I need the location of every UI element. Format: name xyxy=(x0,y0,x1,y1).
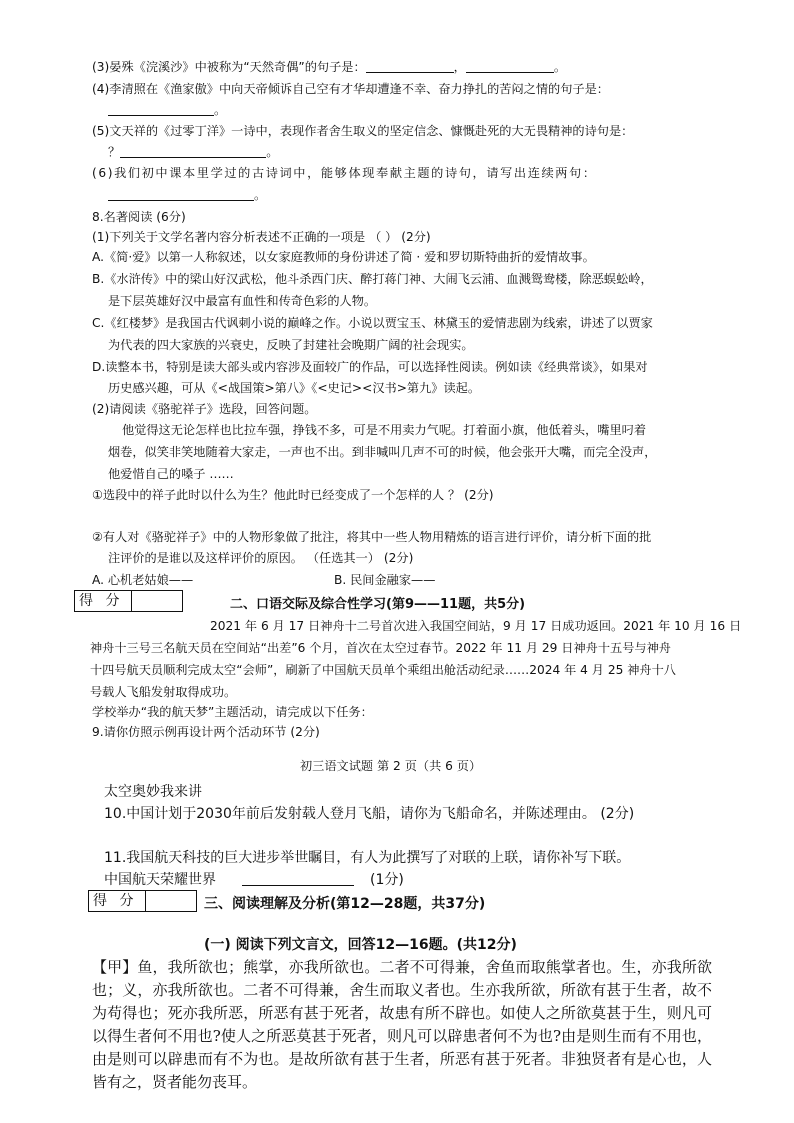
score-label: 得 分 xyxy=(75,591,132,611)
activity-example: 太空奥妙我来讲 xyxy=(104,784,202,800)
q8-passage-line3: 他爱惜自己的嗓子 …… xyxy=(108,467,234,481)
q7-5: (5)文天祥的《过零丁洋》一诗中，表现作者舍生取义的坚定信念、慷慨赴死的大无畏精神的诗句是： xyxy=(92,124,634,138)
q7-3-end: 。 xyxy=(553,60,567,74)
section2-para-line1: 2021 年 6 月 17 日神舟十二号首次进入我国空间站，9 月 17 日成功返回。2021 年 10 月 16 日 xyxy=(210,619,742,633)
section2-para-line4: 号载人飞船发射取得成功。 xyxy=(90,685,237,699)
q7-4-end: 。 xyxy=(214,103,227,117)
q7-6-answer-line xyxy=(108,186,266,204)
q8-option-b-line2: 是下层英雄好汉中最富有血性和传奇色彩的人物。 xyxy=(108,294,377,308)
q7-3-blank-1[interactable] xyxy=(366,59,454,73)
couplet-blank[interactable] xyxy=(242,870,354,886)
page-footer: 初三语文试题 第 2 页（共 6 页） xyxy=(300,759,482,773)
couplet-score: (1分) xyxy=(370,872,404,888)
q8-sub2: (2)请阅读《骆驼祥子》选段，回答问题。 xyxy=(92,402,317,416)
section2-para-line3: 十四号航天员顺利完成太空“会师”，刷新了中国航天员单个乘组出舱活动纪录……2024 年 4 月 25 神舟十八 xyxy=(90,663,676,677)
q7-3-text: (3)晏殊《浣溪沙》中被称为“天然奇偶”的句子是： xyxy=(92,60,366,74)
q8-question-b-line1: ②有人对《骆驼祥子》中的人物形象做了批注，将其中一些人物用精炼的语言进行评价，请分析下面的批 xyxy=(92,530,652,544)
q7-3-sep: ， xyxy=(453,60,466,74)
section3-title: 三、阅读理解及分析(第12—28题，共37分) xyxy=(204,896,486,912)
couplet-line xyxy=(104,870,404,890)
q7-5-prefix: ？ xyxy=(108,145,121,159)
q7-6-end: 。 xyxy=(254,188,267,202)
q7-6: (6)我们初中课本里学过的古诗词中，能够体现奉献主题的诗句，请写出连续两句： xyxy=(92,166,597,180)
section2-task: 学校举办“我的航天梦”主题活动，请完成以下任务： xyxy=(92,705,373,719)
q8-option-a: A.《简·爱》以第一人称叙述，以女家庭教师的身份讲述了简 · 爱和罗切斯特曲折的爱情故事。 xyxy=(92,250,595,264)
q7-5-blank[interactable] xyxy=(120,144,266,158)
q7-6-blank[interactable] xyxy=(108,187,254,201)
q7-4-blank[interactable] xyxy=(108,102,214,116)
wenyan-passage: 【甲】鱼，我所欲也；熊掌，亦我所欲也。二者不可得兼，舍鱼而取熊掌者也。生，亦我所欲也；义，亦我所欲也。二者不可得兼，舍生而取义者也。生亦我所欲，所欲有甚于生者，故不为苟得也；死亦我所恶，所恶有甚于死者，故患有所不辟也。如使人之所欲莫甚于生，则凡可以得生者何不用也?使人之所恶莫甚于死者，则凡可以辟患者何不为也?由是则生而有不用也，由是则可以辟患而有不为也。是故所欲有甚于生者，所恶有甚于死者。非独贤者有是心也，人皆有之，贤者能勿丧耳。 xyxy=(92,958,712,1091)
q7-4: (4)李清照在《渔家傲》中向天帝倾诉自己空有才华却遭逢不幸、奋力挣扎的苦闷之情的句子是： xyxy=(92,82,609,96)
score-box-section2 xyxy=(74,590,183,612)
couplet-first: 中国航天荣耀世界 xyxy=(104,872,216,888)
score-cell[interactable] xyxy=(146,891,196,911)
score-cell[interactable] xyxy=(132,591,182,611)
q8-option-c-line2: 为代表的四大家族的兴衰史，反映了封建社会晚期广阔的社会现实。 xyxy=(108,338,474,352)
q9: 9.请你仿照示例再设计两个活动环节 (2分) xyxy=(92,725,320,739)
q8-passage-line2: 烟卷，似笑非笑地随着大家走，一声也不出。到非喊叫几声不可的时候，他会张开大嘴，而完全没声， xyxy=(108,445,657,459)
q11: 11.我国航天科技的巨大进步举世瞩目，有人为此撰写了对联的上联，请你补写下联。 xyxy=(104,850,631,866)
section2-para-line2: 神舟十三号三名航天员在空间站“出差”6 个月，首次在太空过春节。2022 年 11 月 29 日神舟十五号与神舟 xyxy=(90,641,671,655)
q8-choice-a: A. 心机老姑娘—— xyxy=(92,573,194,587)
q8-question-b-line2: 注评价的是谁以及这样评价的原因。 （任选其一） (2分) xyxy=(108,551,414,565)
q8-question-a: ①选段中的祥子此时以什么为生？他此时已经变成了一个怎样的人 ？ (2分) xyxy=(92,488,494,502)
q7-3 xyxy=(92,58,566,76)
q8-option-c-line1: C.《红楼梦》是我国古代讽刺小说的巅峰之作。小说以贾宝玉、林黛玉的爱情悲剧为线索，讲述了以贾家 xyxy=(92,316,653,330)
q8-option-d-line2: 历史感兴趣，可从《<战国策>第八》《<史记><汉书>第九》读起。 xyxy=(108,381,481,395)
q7-3-blank-2[interactable] xyxy=(466,59,554,73)
q8-title: 8.名著阅读 (6分) xyxy=(92,210,186,224)
part1-title: (一) 阅读下列文言文，回答12—16题。(共12分) xyxy=(204,937,517,953)
q8-sub1: (1)下列关于文学名著内容分析表述不正确的一项是 （ ） (2分) xyxy=(92,230,431,244)
q10: 10.中国计划于2030年前后发射载人登月飞船，请你为飞船命名，并陈述理由。 (2分) xyxy=(104,806,635,822)
q7-5-end: 。 xyxy=(266,145,279,159)
q7-4-answer-line xyxy=(108,101,226,119)
score-box-section3 xyxy=(88,890,197,912)
q7-5-answer-line xyxy=(108,143,278,161)
q8-option-b-line1: B.《水浒传》中的梁山好汉武松，他斗杀西门庆、醉打蒋门神、大闹飞云浦、血溅鸳鸯楼，除恶蜈蚣岭， xyxy=(92,272,653,286)
q8-choice-b: B. 民间金融家—— xyxy=(334,573,436,587)
score-label: 得 分 xyxy=(89,891,146,911)
q8-option-d-line1: D.读整本书，特别是读大部头或内容涉及面较广的作品，可以选择性阅读。例如读《经典常谈》，如果对 xyxy=(92,360,648,374)
section2-title: 二、口语交际及综合性学习(第9——11题，共5分) xyxy=(230,597,526,612)
q8-passage-line1: 他觉得这无论怎样也比拉车强，挣钱不多，可是不用卖力气呢。打着面小旗，他低着头，嘴里叼着 xyxy=(122,423,647,437)
